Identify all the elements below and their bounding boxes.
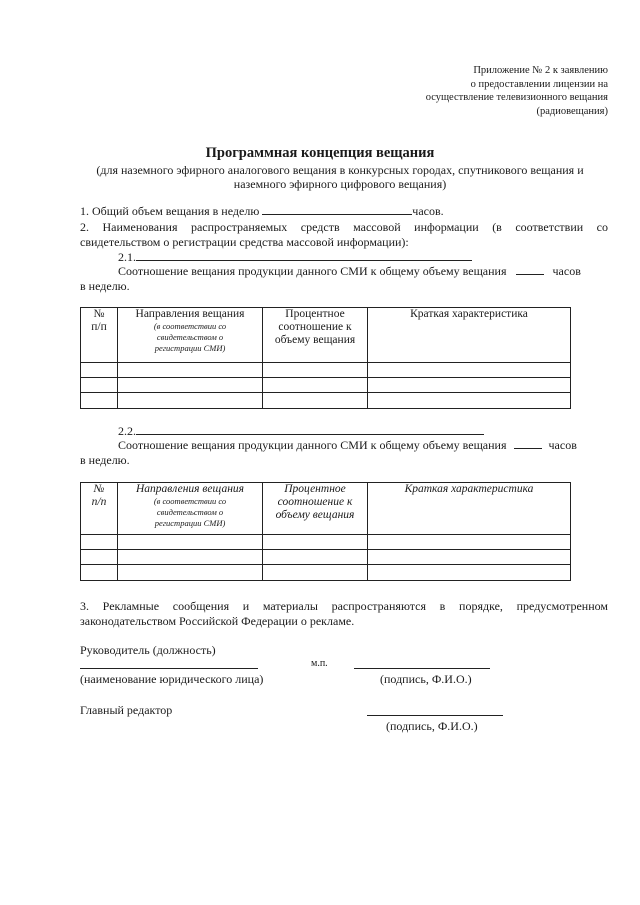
media-name-blank[interactable]: [136, 424, 484, 435]
header-direction: [118, 483, 263, 535]
table-cell[interactable]: [81, 535, 118, 550]
item-2-line: свидетельством о регистрации средства массовой информации):: [80, 235, 409, 249]
header-direction-note: (в соответствии со: [153, 496, 227, 506]
item-1-label: 1. Общий объем вещания в неделю: [80, 204, 260, 218]
signature-caption-1: (подпись, Ф.И.О.): [380, 672, 472, 686]
table-cell[interactable]: [368, 363, 571, 378]
table-row: [81, 550, 571, 565]
header-percent-line: Процентное: [285, 308, 345, 320]
table-cell[interactable]: [81, 550, 118, 565]
appendix-header: [348, 64, 608, 118]
appendix-line: Приложение № 2 к заявлению: [473, 65, 608, 76]
header-num-line: п/п: [91, 321, 107, 333]
header-direction-note: свидетельством о: [156, 507, 224, 517]
appendix-line: (радиовещания): [536, 105, 608, 117]
header-direction-note: регистрации СМИ): [154, 518, 226, 528]
table-cell[interactable]: [118, 565, 263, 581]
section-2-1-ratio: [80, 264, 608, 294]
subtitle-line: (для наземного эфирного аналогового вещания в конкурсных городах, спутникового вещания и: [96, 163, 584, 177]
subtitle-line: наземного эфирного цифрового вещания): [233, 177, 447, 191]
table-cell[interactable]: [81, 378, 118, 393]
item-1-suffix: часов.: [412, 204, 444, 218]
media-name-blank[interactable]: [136, 250, 472, 261]
org-name-caption: (наименование юридического лица): [80, 672, 264, 686]
item-2: [80, 219, 608, 250]
header-desc: Краткая характеристика: [368, 308, 571, 363]
appendix-line: осуществление телевизионного вещания: [425, 92, 608, 103]
table-cell[interactable]: [81, 393, 118, 409]
item-1: [80, 204, 444, 219]
appendix-line: о предоставлении лицензии на: [470, 78, 608, 90]
item-2-line: 2. Наименования распространяемых средств массовой информации (в соответствии со: [80, 220, 608, 234]
table-cell[interactable]: [118, 535, 263, 550]
header-percent-line: объему вещания: [274, 334, 356, 346]
header-percent-line: соотношение к: [277, 496, 353, 508]
table-cell[interactable]: [118, 550, 263, 565]
header-direction-note: свидетельством о: [156, 332, 224, 342]
ratio-end: в неделю.: [80, 279, 130, 293]
item-3: [80, 598, 608, 629]
head-position-label: Руководитель (должность): [80, 643, 216, 657]
table-row: [81, 378, 571, 393]
ratio-unit: часов: [552, 264, 581, 278]
section-2-2-number: [118, 424, 484, 439]
table-cell[interactable]: [368, 565, 571, 581]
table-cell[interactable]: [81, 363, 118, 378]
header-num: [81, 483, 118, 535]
table-cell[interactable]: [368, 535, 571, 550]
signature-line-1[interactable]: [354, 667, 490, 669]
header-direction-label: Направления вещания: [136, 483, 244, 495]
table-cell[interactable]: [118, 393, 263, 409]
table-cell[interactable]: [118, 378, 263, 393]
table-row: [81, 363, 571, 378]
table-header-row: [81, 308, 571, 363]
header-num-line: №: [93, 483, 105, 495]
header-direction-note: регистрации СМИ): [154, 343, 226, 353]
section-2-2-ratio: [80, 438, 608, 468]
total-hours-blank[interactable]: [262, 204, 412, 215]
document-title: Программная концепция вещания: [205, 145, 435, 161]
table-cell[interactable]: [263, 535, 368, 550]
ratio-hours-blank[interactable]: [514, 438, 542, 449]
item-3-line: законодательством Российской Федерации о рекламе.: [80, 614, 355, 628]
table-row: [81, 535, 571, 550]
table-cell[interactable]: [263, 550, 368, 565]
header-direction-note: (в соответствии со: [153, 321, 227, 331]
broadcast-table-2: [80, 482, 571, 581]
table-row: [81, 565, 571, 581]
header-percent: [263, 483, 368, 535]
signature-line-2[interactable]: [367, 714, 503, 716]
table-cell[interactable]: [368, 550, 571, 565]
table-cell[interactable]: [263, 393, 368, 409]
section-number: 2.2.: [118, 424, 136, 438]
broadcast-table-1: [80, 307, 571, 409]
table-row: [81, 393, 571, 409]
ratio-hours-blank[interactable]: [516, 264, 544, 275]
ratio-unit: часов: [548, 438, 577, 452]
table-cell[interactable]: [368, 393, 571, 409]
header-percent-line: соотношение к: [278, 321, 352, 333]
header-num-line: №: [93, 308, 105, 320]
table-cell[interactable]: [263, 363, 368, 378]
ratio-text: Соотношение вещания продукции данного СМИ к общему объему вещания: [118, 438, 507, 452]
section-2-1-number: [118, 250, 472, 265]
chief-editor-label: Главный редактор: [80, 703, 173, 717]
table-cell[interactable]: [118, 363, 263, 378]
header-direction: [118, 308, 263, 363]
header-percent-line: объему вещания: [275, 509, 355, 521]
table-cell[interactable]: [263, 378, 368, 393]
ratio-text: Соотношение вещания продукции данного СМИ к общему объему вещания: [118, 264, 507, 278]
section-number: 2.1.: [118, 250, 136, 264]
document-subtitle: [70, 163, 610, 191]
header-percent-line: Процентное: [284, 483, 346, 495]
signature-caption-2: (подпись, Ф.И.О.): [386, 719, 478, 733]
header-num-line: п/п: [91, 496, 107, 508]
header-desc: Краткая характеристика: [368, 483, 571, 535]
org-name-line[interactable]: [80, 667, 258, 669]
table-cell[interactable]: [263, 565, 368, 581]
stamp-place-label: м.п.: [311, 658, 328, 669]
header-percent: [263, 308, 368, 363]
table-header-row: [81, 483, 571, 535]
ratio-end: в неделю.: [80, 453, 130, 467]
header-num: [81, 308, 118, 363]
table-cell[interactable]: [81, 565, 118, 581]
item-3-line: 3. Рекламные сообщения и материалы распространяются в порядке, предусмотренном: [80, 599, 608, 613]
header-direction-label: Направления вещания: [135, 308, 245, 320]
table-cell[interactable]: [368, 378, 571, 393]
